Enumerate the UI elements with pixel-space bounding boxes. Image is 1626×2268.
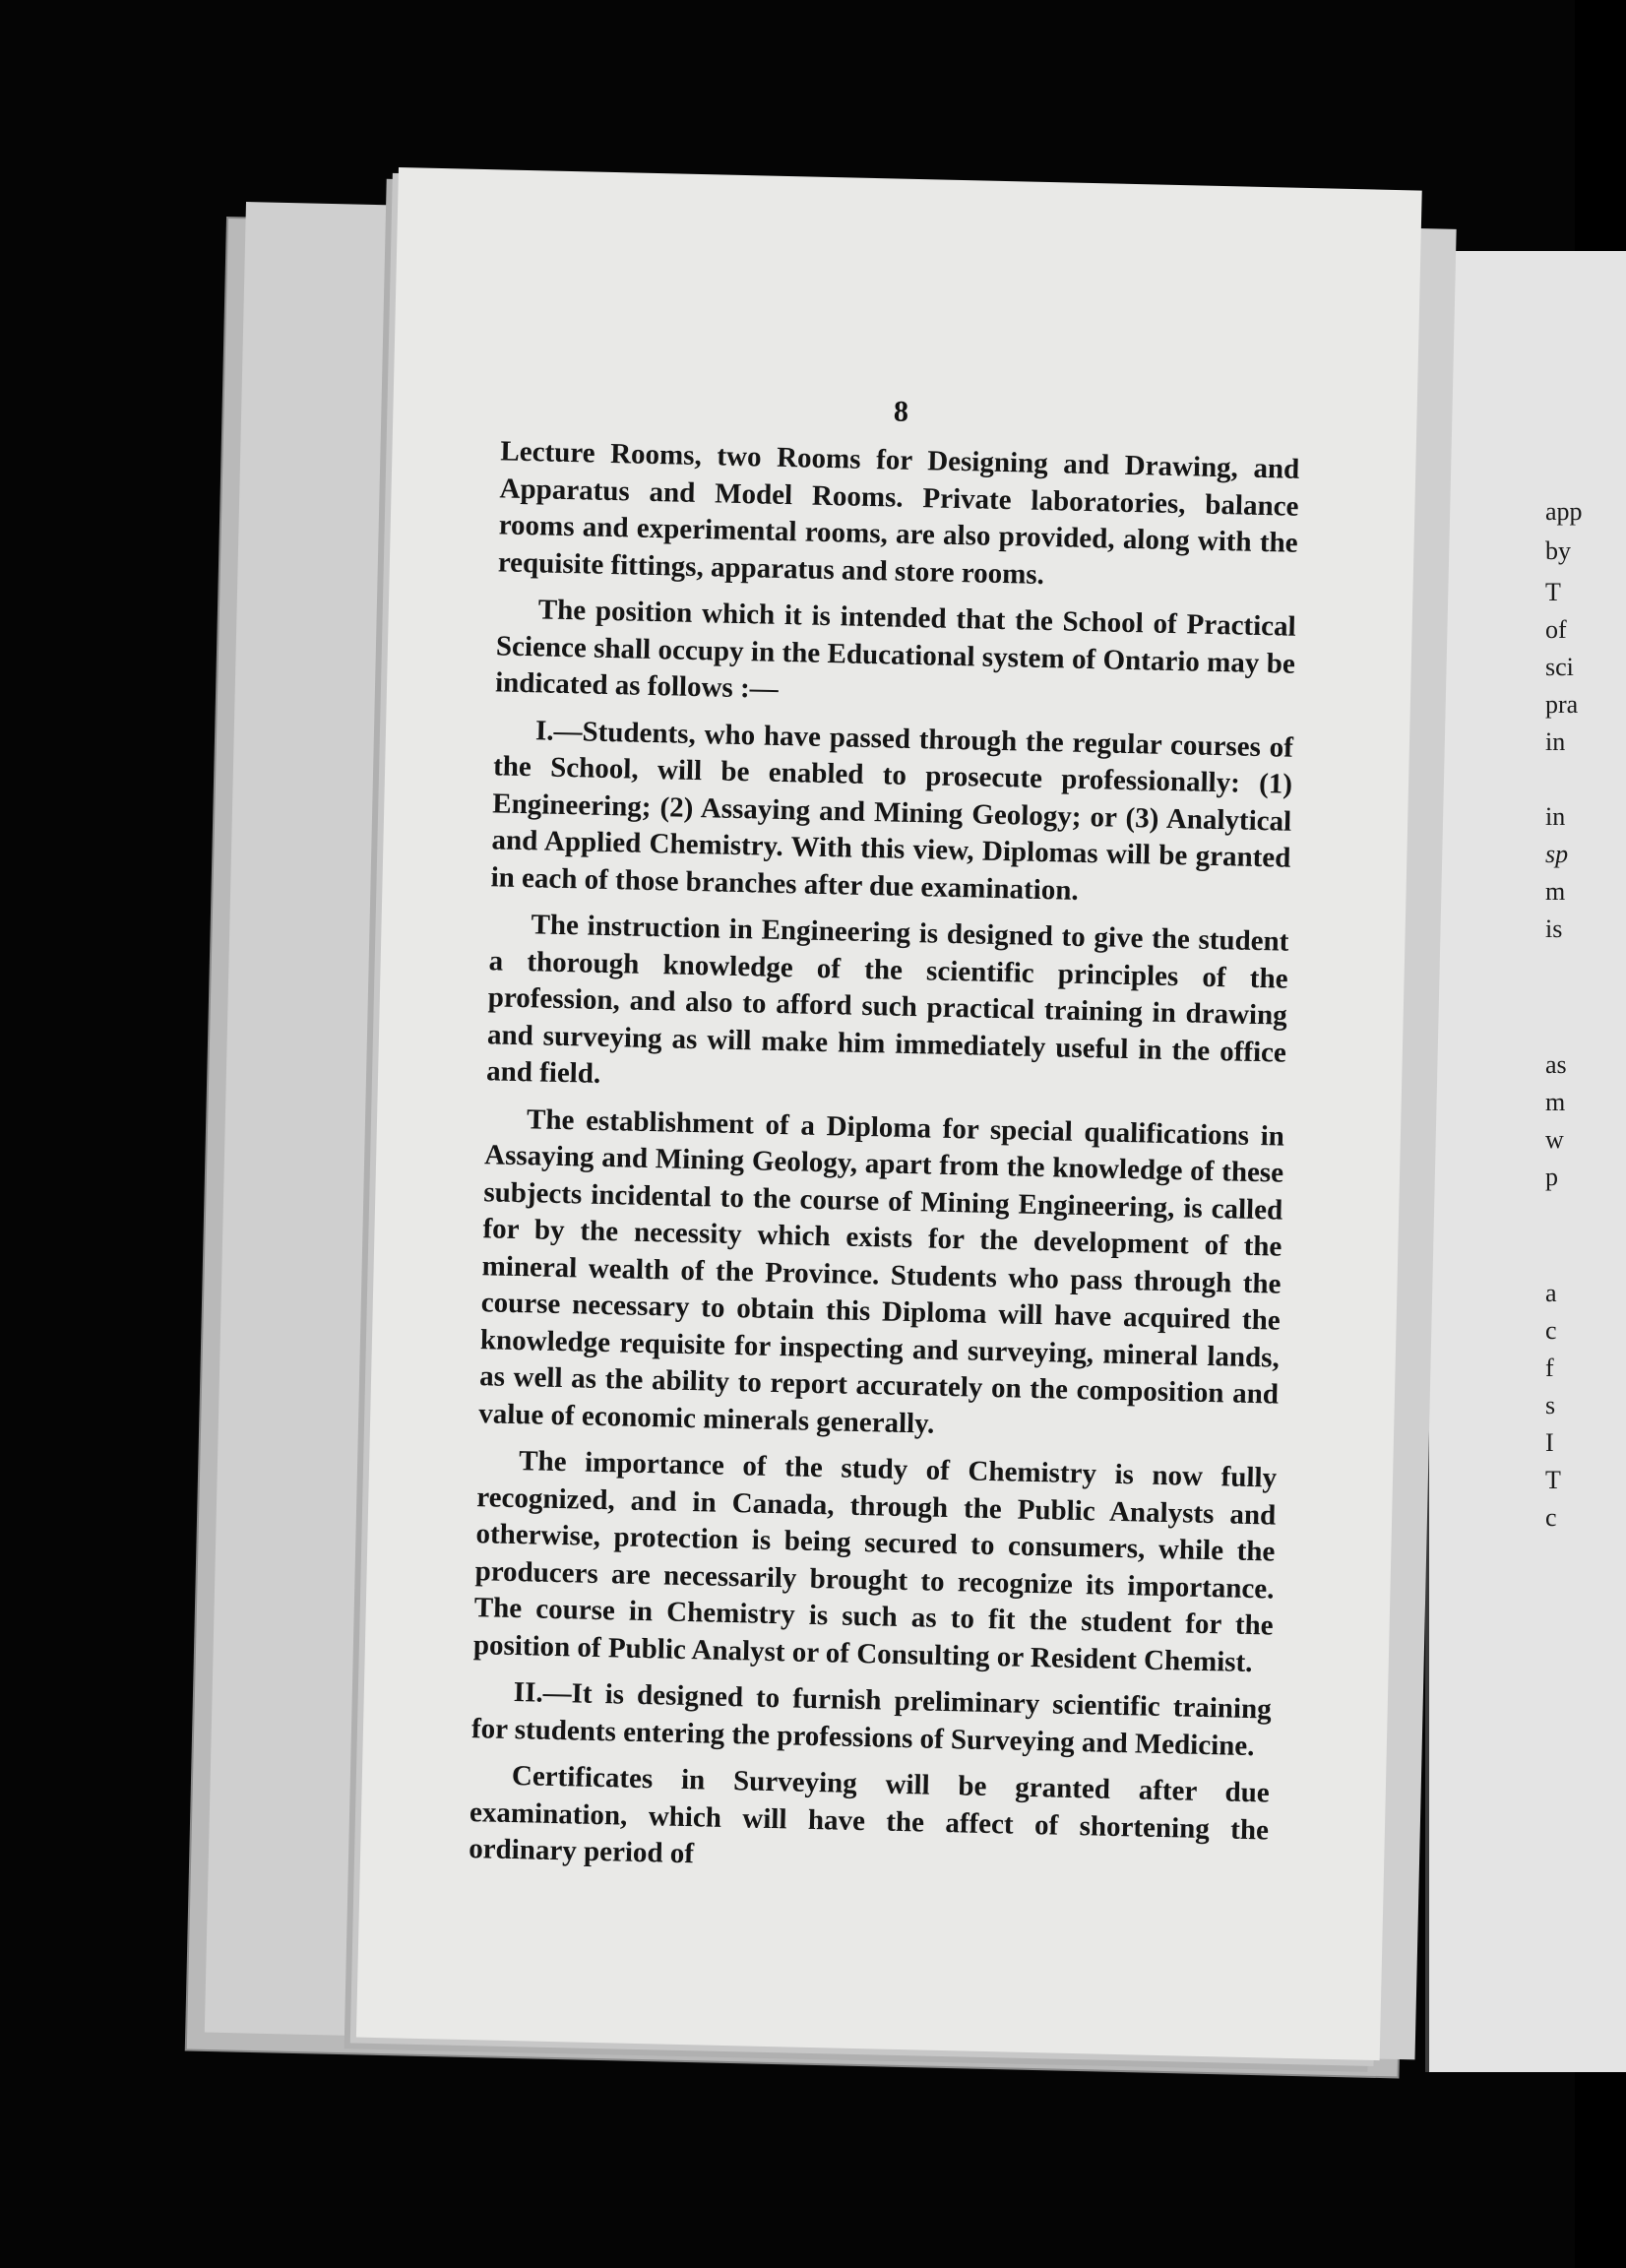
facing-page-fragment: w — [1545, 1125, 1564, 1154]
paragraph: Certificates in Surveying will be granted after due examination, which will have the affect of shortening the ordinary period of — [468, 1760, 1271, 1870]
facing-page-fragment: c — [1545, 1316, 1557, 1345]
facing-page-fragment: c — [1545, 1503, 1557, 1532]
paragraph: The position which it is intended that the School of Practical Science shall occupy in the Educational system of Ontario may be indicated as follows :— — [494, 594, 1297, 705]
paragraph: II.—It is designed to furnish preliminary scientific training for students entering the professions of Surveying and Medicine. — [470, 1676, 1273, 1762]
book-page — [356, 167, 1422, 2060]
facing-page-fragment: p — [1545, 1163, 1558, 1191]
facing-page-fragment: in — [1545, 727, 1566, 756]
paragraph: I.—Students, who have passed through the regular courses of the School, will be enabled to prosecute professionally: (1) Engineering; (2) Assaying and Mining Geology; or (3) Analytical and Applied Chemistry. With this view, Diplomas will be granted in each of those branches after due examination. — [490, 714, 1294, 907]
paragraph: The instruction in Engineering is designed to give the student a thorough knowledge of the scientific principles of the profession, and also to afford such practical training in drawing and surveying as will make him immediately useful in the office and field. — [485, 909, 1289, 1090]
paragraph: The importance of the study of Chemistry is now fully recognized, and in Canada, through the Public Analysts and otherwise, protection is being secured to consumers, while the producers are necessarily brought to recognize its importance. The course in Chemistry is such as to fit the student for the position of Public Analyst or of Consulting or Resident Chemist. — [472, 1445, 1278, 1678]
facing-page-fragment: f — [1545, 1354, 1554, 1382]
facing-page-fragment: T — [1545, 1466, 1561, 1494]
facing-page-fragment: is — [1545, 914, 1563, 943]
facing-page-fragment: pra — [1545, 690, 1579, 719]
facing-page — [1425, 251, 1626, 2072]
facing-page-fragment: a — [1545, 1279, 1557, 1307]
paragraph: The establishment of a Diploma for special qualifications in Assaying and Mining Geology, apart from the knowledge of these subjects incidental to the course of Mining Engineering, is called for by the necessity which exists for the development of the mineral wealth of the Province. Students who pass through the course necessary to obtain this Diploma will have acquired the knowledge requisite for inspecting and surveying, mineral lands, as well as the ability to report accurately on the composition and value of economic minerals generally. — [477, 1102, 1285, 1440]
facing-page-fragment: sci — [1545, 653, 1574, 681]
page-text-block — [469, 386, 1301, 1896]
facing-page-fragment: app — [1545, 497, 1583, 526]
facing-page-fragment: as — [1545, 1050, 1567, 1079]
facing-page-fragment: m — [1545, 877, 1566, 906]
facing-page-fragment: I — [1545, 1428, 1554, 1457]
facing-page-fragment: in — [1545, 802, 1566, 831]
page-number: 8 — [893, 395, 909, 428]
facing-page-fragment: T — [1545, 578, 1561, 606]
facing-page-fragment: by — [1545, 536, 1571, 565]
facing-page-fragment: s — [1545, 1391, 1556, 1419]
facing-page-fragment: m — [1545, 1088, 1566, 1116]
paragraph: Lecture Rooms, two Rooms for Designing and Drawing, and Apparatus and Model Rooms. Private laboratories, balance rooms and experimental rooms, are also provided, along with the requisite fittings, apparatus and store rooms. — [497, 435, 1300, 591]
facing-page-fragment: sp — [1545, 840, 1569, 868]
facing-page-fragment: of — [1545, 615, 1567, 644]
